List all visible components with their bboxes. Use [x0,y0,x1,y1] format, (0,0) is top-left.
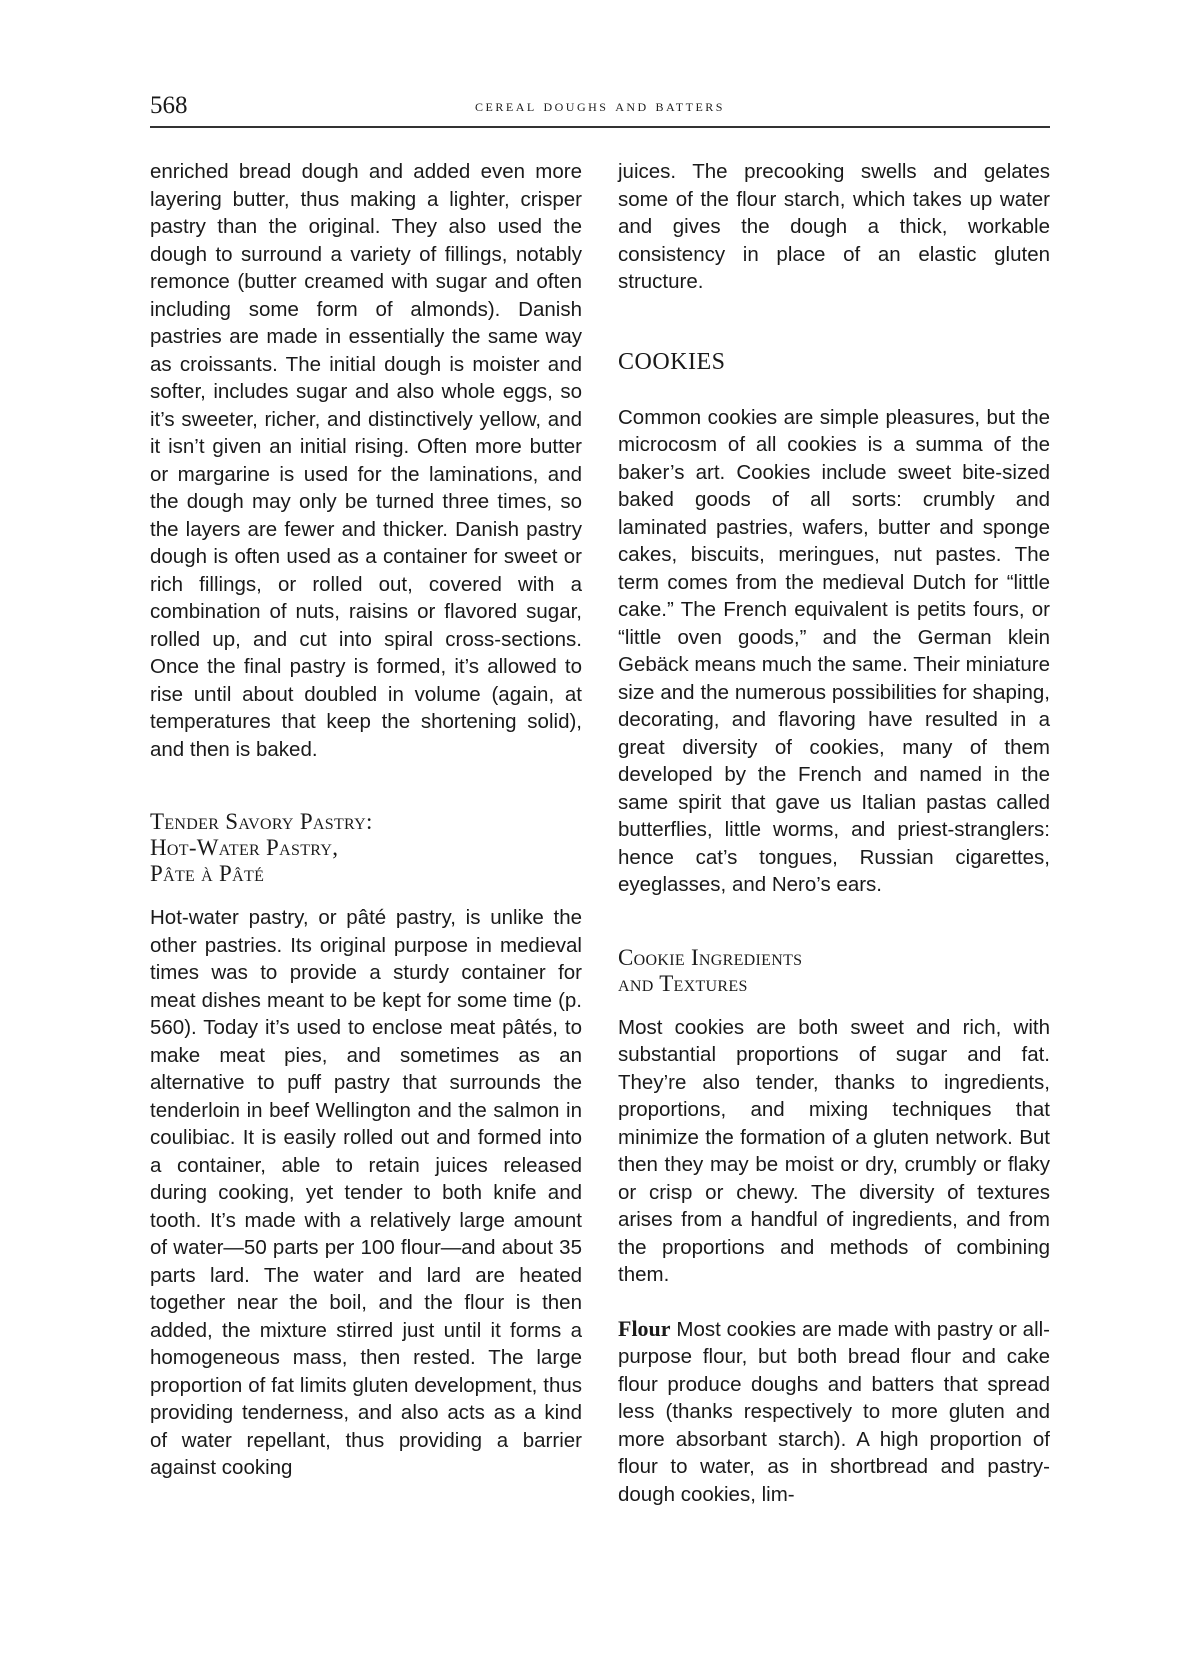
paragraph-danish-pastry: enriched bread dough and added even more layering butter, thus making a lighter, crisper pastry than the original. They also used the dough to surround a variety of fillings, notably remonce (butter creamed with sugar and often including some form of almonds). Danish pastries are made in essentially the same way as croissants. The initial dough is moister and softer, includes sugar and also whole eggs, so it’s sweeter, richer, and distinctively yellow, and it isn’t given an initial rising. Often more butter or margarine is used for the laminations, and the dough may only be turned three times, so the layers are fewer and thicker. Danish pastry dough is often used as a container for sweet or rich fillings, or rolled out, covered with a combination of nuts, raisins or flavored sugar, rolled up, and cut into spiral cross-sections. Once the final pastry is formed, it’s allowed to rise until about doubled in volume (again, at temperatures that keep the shortening solid), and then is baked. [150,160,582,761]
paragraph-juices: juices. The precooking swells and gelates some of the flour starch, which takes up water and gives the dough a thick, workable consistency in place of an elastic gluten structure. [618,160,1050,293]
heading-line: Pâte à Pâté [150,861,265,886]
section-heading-cookie-ingredients [618,945,1050,997]
running-title: cereal doughs and batters [475,96,725,115]
paragraph-flour [618,1315,1050,1509]
paragraph-cookie-textures: Most cookies are both sweet and rich, with substantial proportions of sugar and fat. They’re also tender, thanks to ingredients, proportions, and mixing techniques that minimize the formation of a gluten network. But then they may be moist or dry, crumbly or flaky or crisp or chewy. The diversity of textures arises from a handful of ingredients, and from the proportions and methods of combining them. [618,1015,1050,1286]
section-heading-cookies: COOKIES [618,348,726,375]
paragraph-hot-water-pastry: Hot-water pastry, or pâté pastry, is unlike the other pastries. Its original purpose in medieval times was to provide a sturdy container for meat dishes meant to be kept for some time (p. 560). Today it’s used to enclose meat pâtés, to make meat pies, and sometimes as an alternative to puff pastry that surrounds the tenderloin in beef Wellington and the salmon in coulibiac. It is easily rolled out and formed into a container, able to retain juices released during cooking, yet tender to both knife and tooth. It’s made with a relatively large amount of water—50 parts per 100 flour—and about 35 parts lard. The water and lard are heated together near the boil, and the flour is then added, the mixture stirred just until it forms a homogeneous mass, then rested. The large proportion of fat limits gluten development, thus providing tenderness, and also acts as a kind of water repellant, thus providing a barrier against cooking [150,906,582,1479]
paragraph-flour-text: Most cookies are made with pastry or all-purpose flour, but both bread flour and cake flour produce doughs and batters that spread less (thanks respectively to more gluten and more absorbant starch). A high proportion of flour to water, as in shortbread and pastry-dough cookies, lim- [618,1317,1050,1506]
right-column [618,158,1050,1508]
running-head [150,86,1050,128]
heading-line: and Textures [618,970,748,996]
book-page [150,86,1050,1626]
left-column [150,158,582,1482]
heading-line: Hot-Water Pastry, [150,835,339,860]
runin-heading-flour: Flour [618,1315,671,1341]
heading-line: Cookie Ingredients [618,944,803,970]
section-heading-hot-water-pastry [150,809,582,887]
heading-line: Tender Savory Pastry: [150,809,373,834]
page-number: 568 [150,92,188,119]
paragraph-cookies-intro: Common cookies are simple pleasures, but the microcosm of all cookies is a summa of the baker’s art. Cookies include sweet bite-sized baked goods of all sorts: crumbly and laminated pastries, wafers, butter and sponge cakes, biscuits, meringues, nut pastes. The term comes from the medieval Dutch for “little cake.” The French equivalent is petits fours, or “little oven goods,” and the German klein Gebäck means much the same. Their miniature size and the numerous possibilities for shaping, decorating, and flavoring have resulted in a great diversity of cookies, many of them developed by the French and named in the same spirit that gave us Italian pastas called butterflies, little worms, and priest-stranglers: hence cat’s tongues, Russian cigarettes, eyeglasses, and Nero’s ears. [618,405,1050,896]
